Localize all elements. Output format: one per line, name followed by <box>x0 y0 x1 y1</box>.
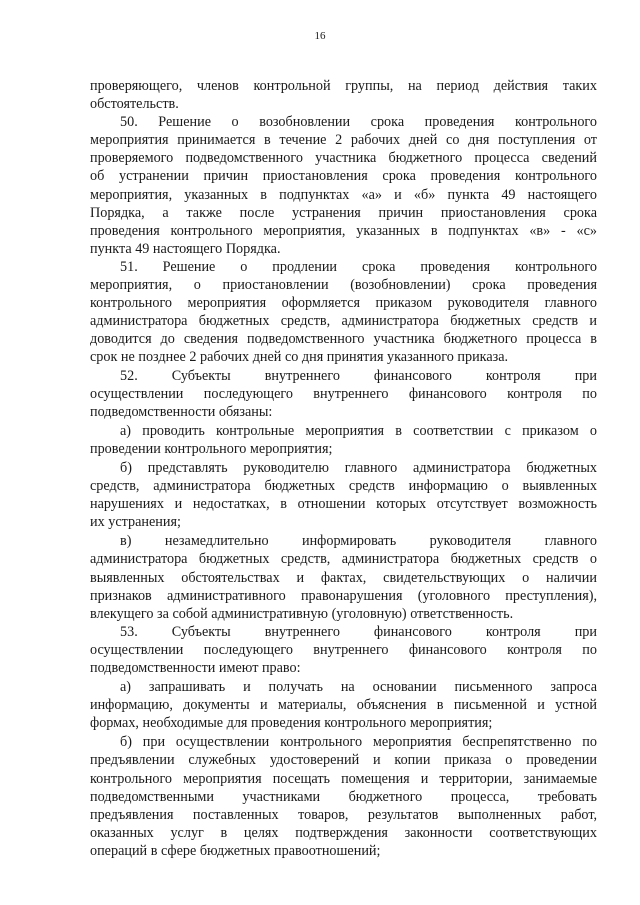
text-line: средств, администратора бюджетных средств информацию о выявленных <box>90 478 597 495</box>
text-line: об устранении причин приостановления срока проведения контрольного <box>90 168 597 185</box>
paragraph-52 <box>0 367 640 623</box>
text-line: проверяющего, членов контрольной группы, на период действия таких <box>90 78 597 94</box>
text-line: их устранения; <box>90 514 181 531</box>
text-line: информацию, документы и материалы, объяснения в письменной и устной <box>90 697 597 714</box>
text-line: доводится до сведения подведомственного участника бюджетного процесса в <box>90 331 597 348</box>
text-line: 51. Решение о продлении срока проведения контрольного <box>120 258 597 275</box>
text-line: мероприятия принимается в течение 2 рабочих дней со дня поступления от <box>90 132 597 149</box>
text-line: администратора бюджетных средств, администратора бюджетных средств о <box>90 551 597 568</box>
text-line: обстоятельств. <box>90 96 179 113</box>
paragraph-50 <box>0 113 640 258</box>
text-line: проведении контрольного мероприятия; <box>90 440 333 457</box>
text-line: операций в сфере бюджетных правоотношений; <box>90 842 381 859</box>
text-line: б) при осуществлении контрольного мероприятия беспрепятственно по <box>120 734 597 751</box>
text-line: срок не позднее 2 рабочих дней со дня принятия указанного приказа. <box>90 349 509 366</box>
text-line: нарушениях и недостатках, в отношении которых отсутствует возможность <box>90 496 597 513</box>
text-line: пункта 49 настоящего Порядка. <box>90 240 281 257</box>
text-line: 52. Субъекты внутреннего финансового контроля при <box>120 367 597 384</box>
paragraph-51 <box>0 258 640 367</box>
text-line: подведомственности имеют право: <box>90 660 301 676</box>
text-line: Порядка, а также после устранения причин приостановления срока <box>90 204 597 221</box>
text-line: контрольного мероприятия посещать помещения и территории, занимаемые <box>90 770 597 787</box>
text-line: осуществлении последующего внутреннего финансового контроля по <box>90 641 597 658</box>
text-line: контрольного мероприятия оформляется приказом руководителя главного <box>90 295 597 312</box>
text-line: предъявлении служебных удостоверений и копии приказа о проведении <box>90 752 597 769</box>
text-line: мероприятия, о приостановлении (возобновлении) срока проведения <box>90 277 597 294</box>
text-line: мероприятия, указанных в подпунктах «а» и «б» пункта 49 настоящего <box>90 186 597 203</box>
text-line: а) проводить контрольные мероприятия в соответствии с приказом о <box>120 422 597 439</box>
paragraph-53 <box>0 623 640 860</box>
text-line: оказанных услуг в целях подтверждения законности соответствующих <box>90 824 597 841</box>
text-line: подведомственности обязаны: <box>90 403 273 420</box>
text-line: подведомственными участниками бюджетного процесса, требовать <box>90 788 597 805</box>
text-line: администратора бюджетных средств, администратора бюджетных средств и <box>90 313 597 330</box>
text-line: проведения контрольного мероприятия, указанных в подпунктах «в» - «с» <box>90 222 597 239</box>
text-line: формах, необходимые для проведения контрольного мероприятия; <box>90 715 493 732</box>
text-line: 53. Субъекты внутреннего финансового контроля при <box>120 623 597 640</box>
text-line: б) представлять руководителю главного администратора бюджетных <box>120 459 597 476</box>
text-line: осуществлении последующего внутреннего финансового контроля по <box>90 385 597 402</box>
page-number: 16 <box>314 30 326 42</box>
text-line: признаков административного правонарушения (уголовного преступления), <box>90 587 597 604</box>
text-line: влекущего за собой административную (уголовную) ответственность. <box>90 605 514 622</box>
text-line: выявленных обстоятельствах и фактах, свидетельствующих о наличии <box>90 569 597 586</box>
text-line: предъявления поставленных товаров, результатов выполненных работ, <box>90 806 597 823</box>
document-body <box>0 77 640 860</box>
text-line: в) незамедлительно информировать руководителя главного <box>120 533 597 550</box>
text-line: а) запрашивать и получать на основании письменного запроса <box>120 679 597 696</box>
text-line: проверяемого подведомственного участника бюджетного процесса сведений <box>90 150 597 167</box>
text-line: 50. Решение о возобновлении срока проведения контрольного <box>120 114 597 131</box>
